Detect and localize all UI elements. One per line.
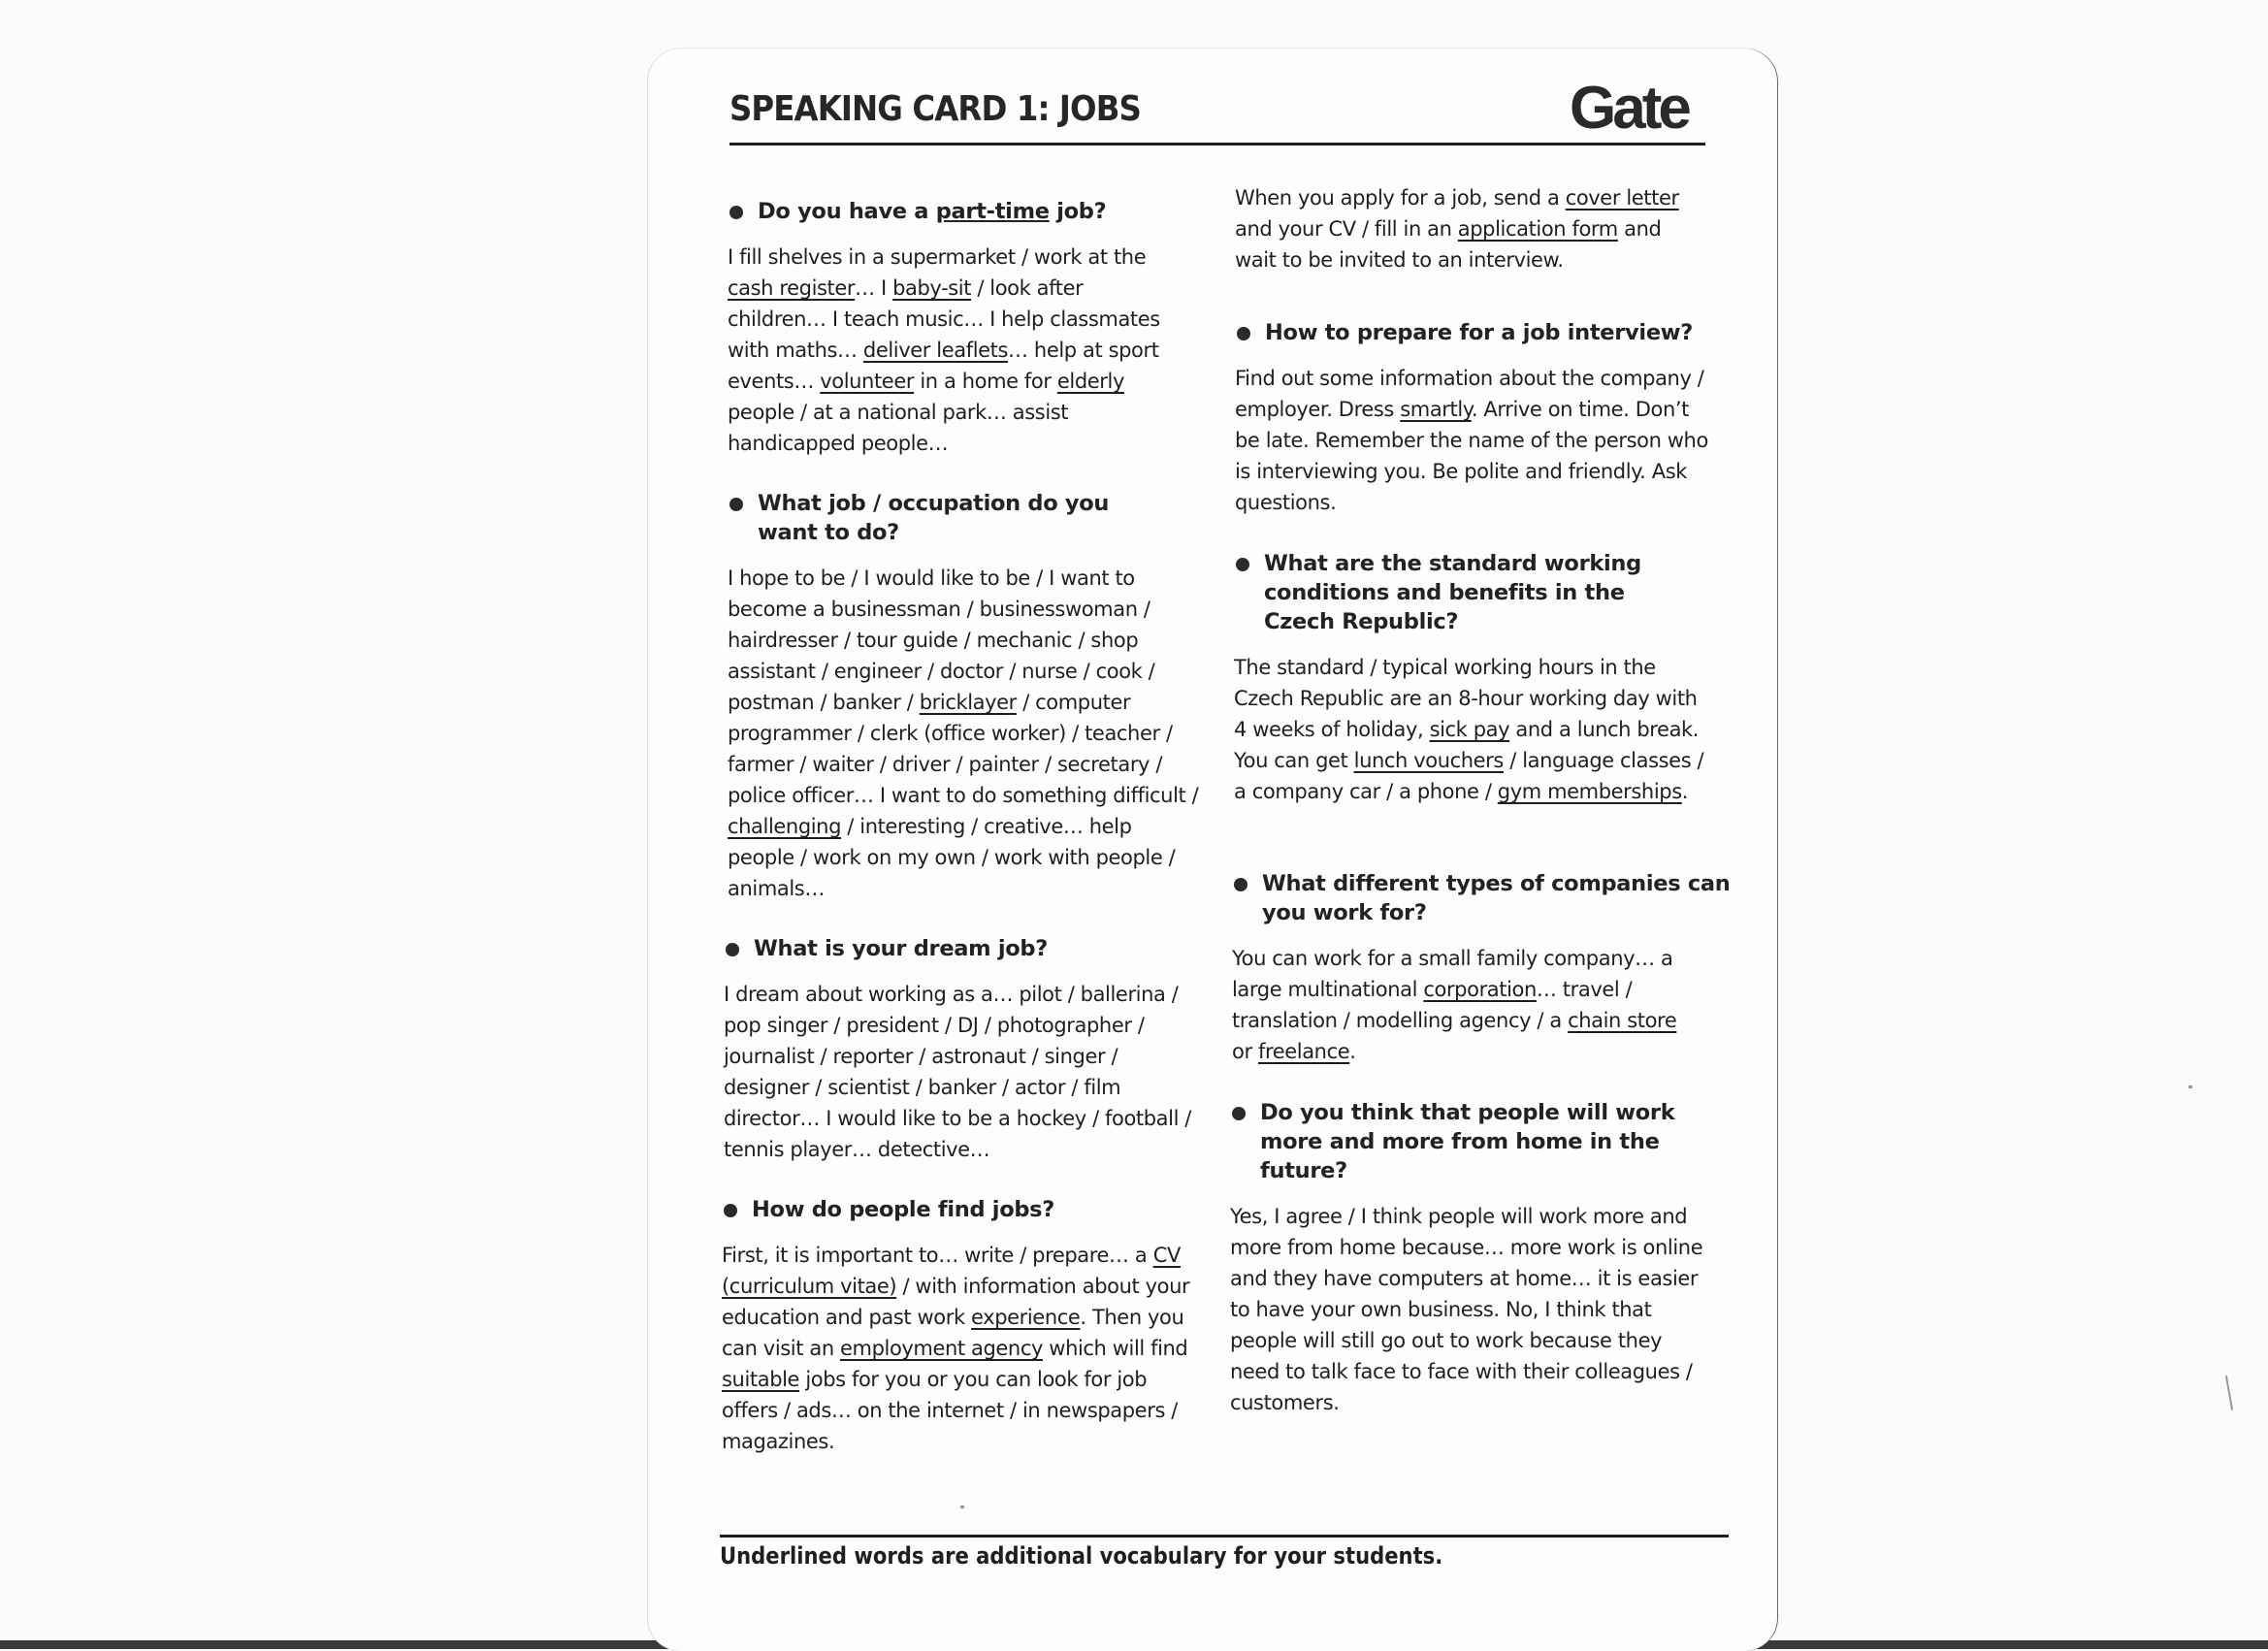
section-find-jobs	[722, 1195, 1190, 1457]
section-part-time-job	[728, 197, 1183, 459]
question-text: What are the standard working conditions and benefits in the Czech Republic?	[1264, 551, 1641, 634]
vocabulary-term: suitable	[722, 1368, 800, 1391]
answer-text: The standard / typical working hours in the Czech Republic are an 8-hour working day with 4 weeks of holiday, sick pay and a lunch break. You can get lunch vouchers / language classes / a company car / a phone / gym memberships.	[1234, 656, 1704, 803]
bullet-icon	[1237, 327, 1250, 340]
vocabulary-term: employment agency	[840, 1337, 1044, 1360]
vocabulary-term: CV (curriculum vitae)	[722, 1244, 1181, 1298]
bullet-icon	[1234, 878, 1247, 891]
vocabulary-term: corporation	[1423, 978, 1537, 1001]
header-rule	[729, 143, 1705, 146]
answer-text: You can work for a small family company… a large multinational corporation… travel / translation / modelling agency / a chain store or freelance.	[1232, 947, 1677, 1063]
section-occupation	[728, 489, 1199, 904]
scan-mark	[2188, 1085, 2192, 1088]
question-heading	[1230, 1098, 1687, 1185]
bullet-icon	[729, 206, 743, 219]
vocabulary-term: lunch vouchers	[1353, 749, 1504, 772]
section-dream-job	[724, 934, 1191, 1165]
question-heading	[728, 489, 1175, 547]
scan-mark	[960, 1505, 964, 1508]
footer-rule	[720, 1535, 1729, 1538]
section-job-interview	[1235, 318, 1708, 518]
answer-text: I fill shelves in a supermarket / work at the cash register… I baby-sit / look after children… I teach music… I help classmates with maths… deliver leaflets… help at sport events… volunteer in a home for elderly people / at a national park… assist handicapped people…	[728, 245, 1160, 455]
answer-text: When you apply for a job, send a cover letter and your CV / fill in an application form and wait to be invited to an interview.	[1235, 186, 1679, 272]
vocabulary-term: freelance	[1257, 1040, 1350, 1063]
scan-mark	[2225, 1376, 2233, 1410]
vocabulary-term: bricklayer	[919, 691, 1017, 714]
question-text: What different types of companies can you work for?	[1262, 871, 1731, 925]
vocabulary-term: experience	[971, 1306, 1081, 1329]
bullet-icon	[1232, 1107, 1246, 1120]
question-heading	[1235, 318, 1731, 347]
answer-text: Yes, I agree / I think people will work more and more from home because… more work is online and they have computers at home… it is easier to have your own business. No, I think that people will still go out to work because they need to talk face to face with their colleagues / customers.	[1230, 1205, 1703, 1414]
bullet-icon	[724, 1204, 737, 1217]
question-text: What is your dream job?	[754, 936, 1048, 961]
question-heading	[728, 197, 1183, 226]
vocabulary-term: cash register	[728, 276, 856, 300]
vocabulary-term: smartly	[1400, 398, 1472, 421]
bullet-icon	[726, 943, 739, 956]
question-heading	[722, 1195, 1178, 1224]
question-text: How do people find jobs?	[752, 1197, 1055, 1222]
vocabulary-term: application form	[1457, 217, 1618, 241]
vocabulary-term: part-time	[935, 199, 1050, 224]
vocabulary-term: baby-sit	[892, 276, 972, 300]
section-apply-for-job	[1235, 182, 1691, 275]
section-working-conditions	[1234, 549, 1704, 807]
answer-text: First, it is important to… write / prepare… a CV (curriculum vitae) / with information about your education and past work experience. Then you can visit an employment agency which will find suitable jobs for you or you can look for job offers / ads… on the internet / in newspapers / magazines.	[722, 1244, 1190, 1453]
section-company-types	[1232, 869, 1731, 1067]
vocabulary-term: chain store	[1568, 1009, 1677, 1032]
vocabulary-term: deliver leaflets	[862, 339, 1009, 362]
question-heading	[1234, 549, 1701, 636]
vocabulary-term: volunteer	[820, 370, 915, 393]
question-text: Do you have a part-time job?	[758, 199, 1107, 224]
footer-note: Underlined words are additional vocabulary for your students.	[720, 1542, 1443, 1570]
vocabulary-term: sick pay	[1429, 718, 1510, 741]
bullet-icon	[729, 498, 743, 511]
section-work-from-home	[1230, 1098, 1703, 1418]
question-text: What job / occupation do you want to do?	[758, 491, 1110, 545]
vocabulary-term: challenging	[728, 815, 842, 838]
question-text: How to prepare for a job interview?	[1265, 320, 1694, 345]
answer-text: I hope to be / I would like to be / I want to become a businessman / businesswoman / hairdresser / tour guide / mechanic / shop assistant / engineer / doctor / nurse / cook / postman / banker / bricklayer / computer programmer / clerk (office worker) / teacher / farmer / waiter / driver / painter / secretary / police officer… I want to do something difficult / challenging / interesting / creative… help people / work on my own / work with people / animals…	[728, 567, 1199, 900]
card-title: SPEAKING CARD 1: JOBS	[729, 89, 1141, 129]
answer-text: I dream about working as a… pilot / ballerina / pop singer / president / DJ / photographer / journalist / reporter / astronaut / singer / designer / scientist / banker / actor / film director… I would like to be a hockey / football / tennis player… detective…	[724, 983, 1191, 1161]
vocabulary-term: elderly	[1056, 370, 1124, 393]
gate-logo: Gate	[1570, 75, 1688, 142]
question-heading	[1232, 869, 1737, 927]
question-heading	[724, 934, 1180, 963]
question-text: Do you think that people will work more and more from home in the future?	[1260, 1100, 1675, 1183]
vocabulary-term: cover letter	[1565, 186, 1679, 210]
bullet-icon	[1236, 558, 1249, 571]
answer-text: Find out some information about the company / employer. Dress smartly. Arrive on time. Don’t be late. Remember the name of the person who is interviewing you. Be polite and friendly. Ask questions.	[1235, 367, 1708, 514]
vocabulary-term: gym memberships	[1497, 780, 1682, 803]
